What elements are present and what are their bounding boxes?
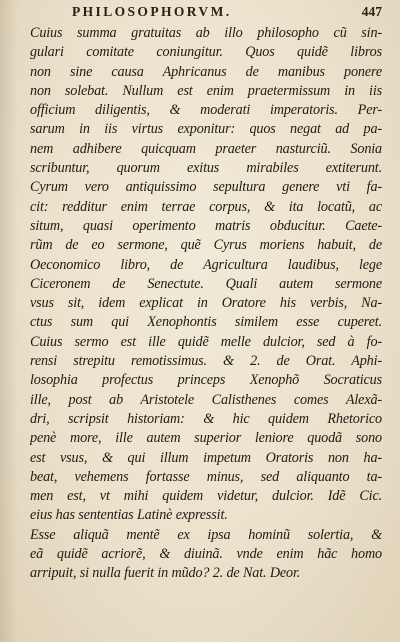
- paragraph: [30, 24, 382, 526]
- text-line: arripuit, si nulla fuerit in mũdo? 2. de Nat. Deor.: [30, 565, 301, 582]
- text-line: non solebat. Nullum est enim praetermissum in iis: [30, 82, 382, 99]
- text-line: scribuntur, quorum exitus mirabiles extiterunt.: [30, 160, 382, 177]
- text-line: cit: redditur enim terrae corpus, & ita locatũ, ac: [30, 198, 382, 215]
- text-line: rũm de eo sermone, quẽ Cyrus moriens habuit, de: [30, 237, 382, 254]
- text-line: ille, post ab Aristotele Calisthenes comes Alexã-: [30, 391, 382, 408]
- text-line: Cuius summa gratuitas ab illo philosopho cũ sin-: [30, 25, 382, 41]
- text-line: nem adhibere quicquam praeter nasturciũ. Sonia: [30, 140, 382, 157]
- text-line: non sine causa Aphricanus de manibus ponere: [30, 63, 382, 80]
- text-line: est vsus, & qui illum impetum Oratoris non ha-: [30, 449, 382, 466]
- text-line: losophia profectus princeps Xenophõ Socraticus: [30, 372, 382, 389]
- text-line: officium diligentis, & moderati imperatoris. Per-: [30, 102, 382, 119]
- text-line: vsus sit, idem explicat in Oratore his verbis, Na-: [30, 295, 382, 312]
- running-head: PHILOSOPHORVM.: [72, 4, 232, 19]
- text-line: penè more, ille autem superior leniore quodã sono: [30, 430, 382, 447]
- text-line: Ciceronem de Senectute. Quali autem sermone: [30, 275, 382, 292]
- text-line: rensi strepitu remotissimus. & 2. de Orat. Aphi-: [30, 353, 382, 370]
- body-text: [30, 24, 382, 584]
- text-line: situm, quasi operimento matris obducitur. Caete-: [30, 217, 382, 234]
- text-line: gulari comitate coniungitur. Quos quidẽ libros: [30, 44, 382, 61]
- paragraph: [30, 526, 382, 584]
- text-line: eã quidẽ acriorẽ, & diuinã. vnde enim hãc homo: [30, 546, 382, 563]
- text-line: men est, vt mihi quidem videtur, dulcior. Idẽ Cic.: [30, 488, 382, 505]
- text-line: Cuius sermo est ille quidẽ melle dulcior, sed à fo-: [30, 333, 382, 350]
- text-line: dri, scripsit historiam: & hic quidem Rhetorico: [30, 410, 382, 427]
- text-line: Cyrum vero antiquissimo sepultura genere vti fa-: [30, 179, 382, 196]
- page-header: [72, 4, 382, 22]
- text-line: sarum in iis virtus exponitur: quos negat ad pa-: [30, 121, 382, 138]
- text-line: ctus sum qui Xenophontis similem esse cuperet.: [30, 314, 382, 331]
- text-line: Esse aliquã mentẽ ex ipsa hominũ solertia, &: [30, 526, 382, 543]
- page-number: 447: [361, 4, 382, 19]
- text-line: Oeconomico libro, de Agricultura laudibus, lege: [30, 256, 382, 273]
- text-line: eius has sententias Latinè expressit.: [30, 507, 228, 524]
- text-line: beat, vehemens fortasse minus, sed aliquanto ta-: [30, 468, 382, 485]
